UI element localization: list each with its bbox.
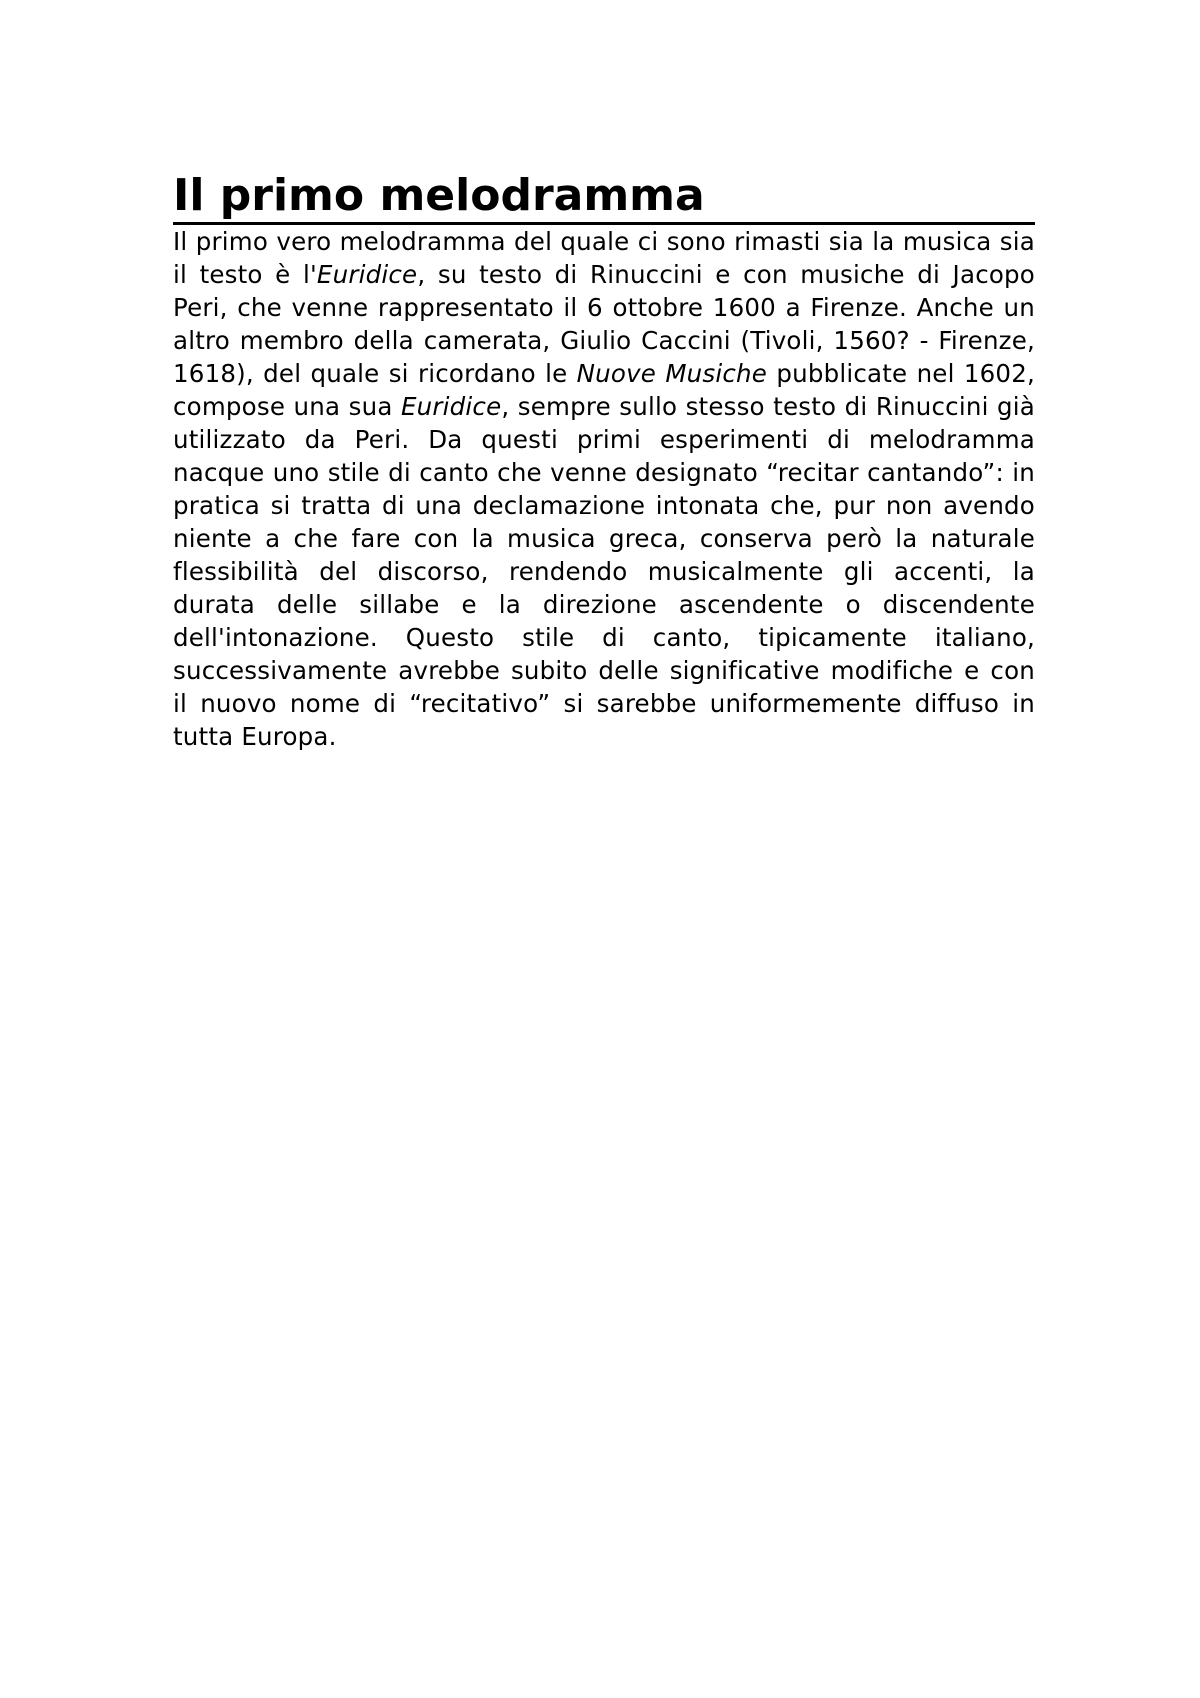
body-paragraph xyxy=(173,225,1035,753)
text-run: pubblicate nel 1602, compose una sua xyxy=(173,359,1035,421)
italic-title-nuove-musiche: Nuove Musiche xyxy=(576,359,768,388)
text-run: Il primo vero melodramma del quale ci sono rimasti sia la musica sia il testo è l' xyxy=(173,227,1035,289)
document-page xyxy=(173,172,1035,753)
text-run: , su testo di Rinuccini e con musiche di Jacopo Peri, che venne rappresentato il 6 ottobre 1600 a Firenze. Anche un altro membro della camerata, Giulio Caccini (Tivoli, 1560? - Firenze, 1618), del quale si ricordano le xyxy=(173,260,1035,388)
italic-title-euridice: Euridice xyxy=(400,392,502,421)
text-run: , sempre sullo stesso testo di Rinuccini già utilizzato da Peri. Da questi primi esperimenti di melodramma nacque uno stile di canto che venne designato “recitar cantando”: in pratica si tratta di una declamazione intonata che, pur non avendo niente a che fare con la musica greca, conserva però la naturale flessibilità del discorso, rendendo musicalmente gli accenti, la durata delle sillabe e la direzione ascendente o discendente dell'intonazione. Questo stile di canto, tipicamente italiano, successivamente avrebbe subito delle significative modifiche e con il nuovo nome di “recitativo” si sarebbe uniformemente diffuso in tutta Europa. xyxy=(173,392,1035,751)
document-title: Il primo melodramma xyxy=(173,172,1035,225)
italic-title-euridice: Euridice xyxy=(316,260,418,289)
